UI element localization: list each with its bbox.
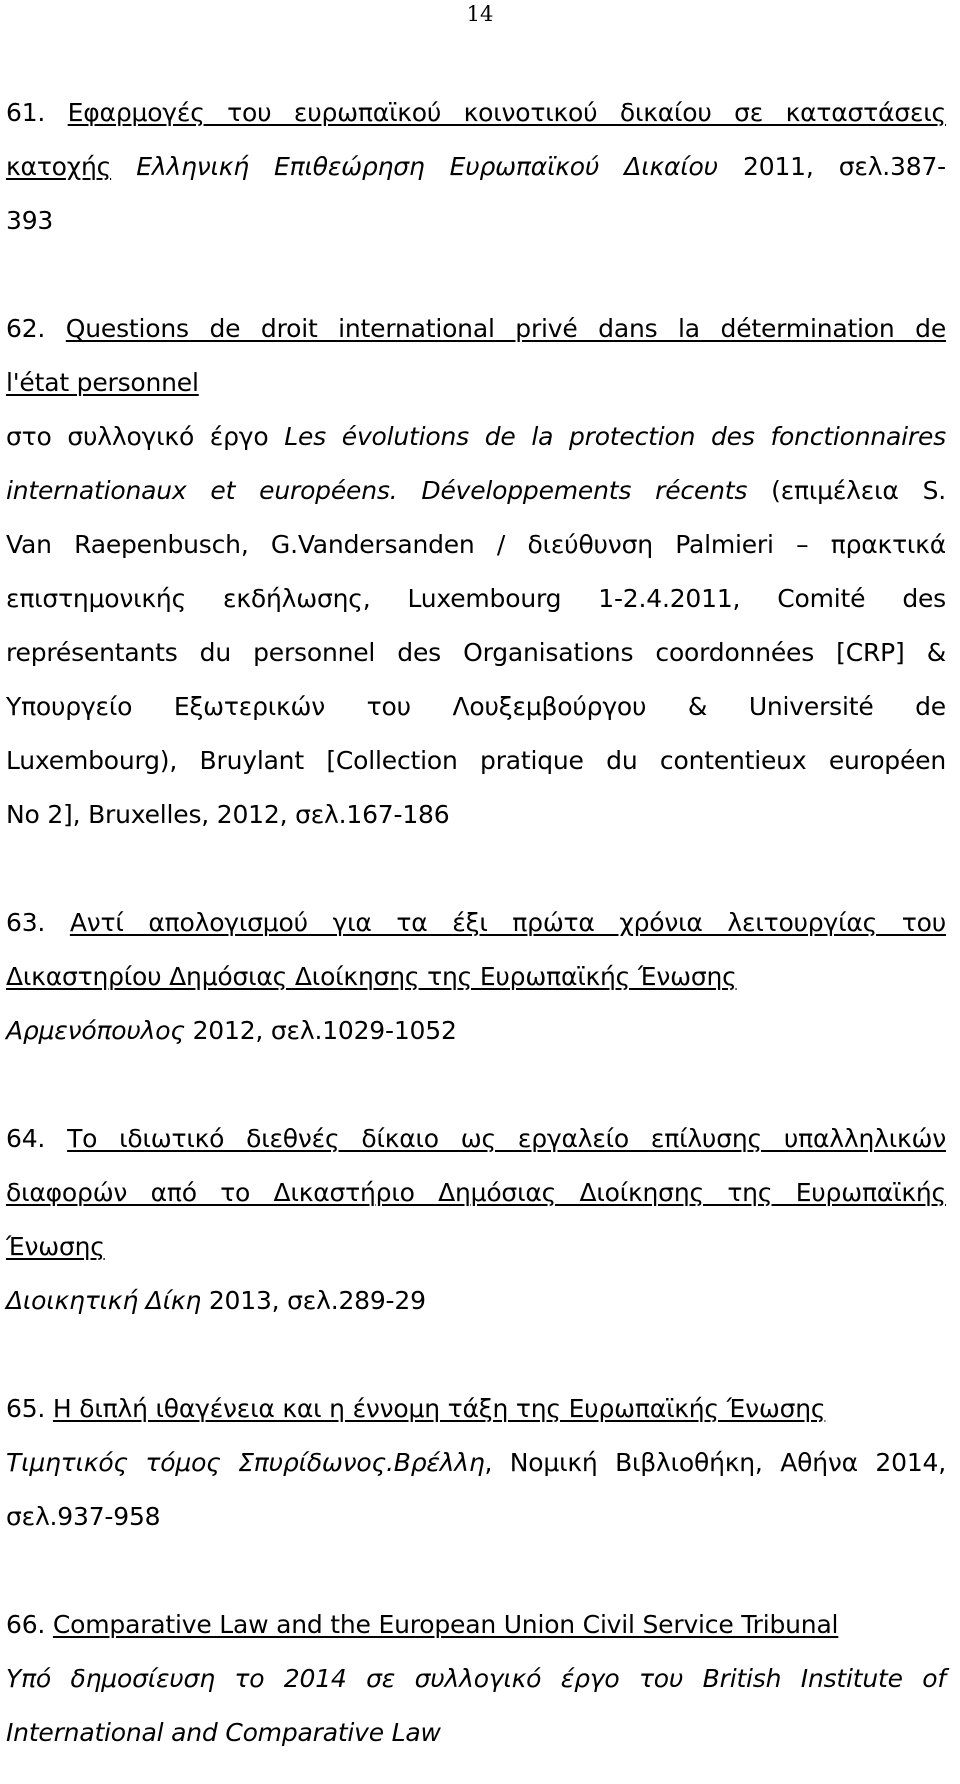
entry-source: International and Comparative Law (6, 1718, 441, 1747)
entry-line (6, 1652, 946, 1706)
entry-prefix: στο συλλογικό έργο (6, 422, 269, 451)
publication-entry-61 (6, 86, 946, 248)
entry-number: 64. (6, 1124, 46, 1153)
entry-line (6, 302, 946, 356)
entry-number: 62. (6, 314, 46, 343)
entry-line: No 2], Bruxelles, 2012, σελ.167-186 (6, 800, 450, 829)
entry-line: επιστημονικής εκδήλωσης, Luxembourg 1-2.4.2011, Comité des (6, 584, 946, 613)
entry-line (6, 1436, 946, 1490)
entry-citation: 2013, σελ.289-29 (208, 1286, 426, 1315)
entry-number: 66. (6, 1610, 46, 1639)
entry-citation: 2012, σελ.1029-1052 (192, 1016, 457, 1045)
publication-entry-64 (6, 1112, 946, 1328)
entry-title: Εφαρμογές του ευρωπαϊκού κοινοτικού δικαίου σε καταστάσεις (67, 98, 947, 127)
entry-line (6, 464, 946, 518)
entry-line: représentants du personnel des Organisations coordonnées [CRP] & (6, 638, 946, 667)
entry-title: Η διπλή ιθαγένεια και η έννομη τάξη της Ευρωπαϊκής Ένωσης (52, 1394, 826, 1423)
entry-number: 63. (6, 908, 46, 937)
entry-citation: 2011, σελ.387- (743, 152, 946, 181)
entry-title: l'état personnel (6, 368, 199, 397)
publication-list (6, 86, 946, 1760)
entry-title: Ένωσης (6, 1232, 105, 1261)
entry-source: Τιμητικός τόμος Σπυρίδωνος.Βρέλλη (6, 1448, 485, 1477)
entry-line (6, 896, 946, 950)
entry-title: Αντί απολογισμού για τα έξι πρώτα χρόνια λειτουργίας του (69, 908, 947, 937)
entry-line (6, 1382, 946, 1436)
entry-line (6, 1112, 946, 1166)
publication-entry-62 (6, 302, 946, 842)
publication-entry-66 (6, 1598, 946, 1760)
entry-line (6, 410, 946, 464)
entry-source: Υπό δημοσίευση το 2014 σε συλλογικό έργο του British Institute of (6, 1664, 946, 1693)
entry-title: Δικαστηρίου Δημόσιας Διοίκησης της Ευρωπαϊκής Ένωσης (6, 962, 737, 991)
entry-title: Comparative Law and the European Union Civil Service Tribunal (52, 1610, 839, 1639)
entry-title: διαφορών από το Δικαστήριο Δημόσιας Διοίκησης της Ευρωπαϊκής (6, 1178, 946, 1207)
entry-line (6, 1166, 946, 1220)
entry-line (6, 86, 946, 140)
entry-line (6, 1220, 946, 1274)
entry-line (6, 1598, 946, 1652)
entry-title: Το ιδιωτικό διεθνές δίκαιο ως εργαλείο επίλυσης υπαλληλικών (67, 1124, 946, 1153)
entry-line: Υπουργείο Εξωτερικών του Λουξεμβούργου & Université de (6, 692, 946, 721)
entry-source: Διοικητική Δίκη (6, 1286, 202, 1315)
entry-line: 393 (6, 206, 54, 235)
entry-title: Questions de droit international privé dans la détermination de (65, 314, 947, 343)
entry-line: σελ.937-958 (6, 1502, 161, 1531)
entry-line (6, 1706, 946, 1760)
entry-line (6, 1274, 946, 1328)
page-number: 14 (466, 2, 494, 26)
entry-source: Les évolutions de la protection des fonctionnaires (284, 422, 947, 451)
entry-citation: , Νομική Βιβλιοθήκη, Αθήνα 2014, (484, 1448, 946, 1477)
entry-number: 65. (6, 1394, 46, 1423)
publication-entry-65 (6, 1382, 946, 1544)
entry-source: Αρμενόπουλος (6, 1016, 185, 1045)
entry-line (6, 140, 946, 194)
entry-source: internationaux et européens. Développements récents (6, 476, 748, 505)
entry-title: κατοχής (6, 152, 112, 181)
entry-line: Luxembourg), Bruylant [Collection pratique du contentieux européen (6, 746, 946, 775)
entry-citation: (επιμέλεια S. (771, 476, 946, 505)
entry-line (6, 1004, 946, 1058)
entry-number: 61. (6, 98, 46, 127)
publication-entry-63 (6, 896, 946, 1058)
entry-source: Ελληνική Επιθεώρηση Ευρωπαϊκού Δικαίου (136, 152, 718, 181)
entry-line (6, 950, 946, 1004)
entry-line: Van Raepenbusch, G.Vandersanden / διεύθυνση Palmieri – πρακτικά (6, 530, 946, 559)
entry-line (6, 356, 946, 410)
